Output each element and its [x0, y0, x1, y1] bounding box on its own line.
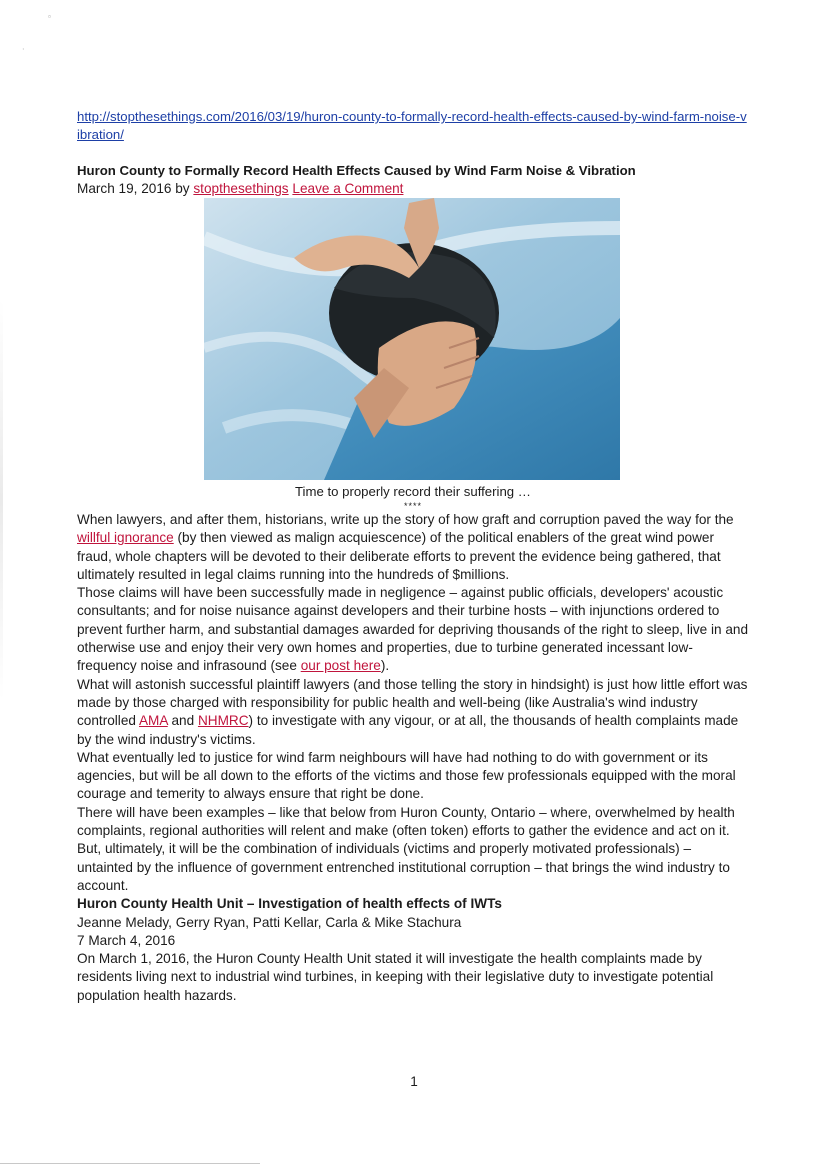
paragraph-4: What eventually led to justice for wind farm neighbours will have had nothing to do with government or its agencies, but will be all down to the efforts of the victims and those few professionals equipped with the moral courage and temerity to always ensure that right be done.	[77, 749, 736, 802]
woman-covering-face-image	[204, 198, 620, 480]
text: ).	[380, 658, 390, 674]
article-byline	[77, 180, 749, 198]
source-url-link[interactable]: http://stopthesethings.com/2016/03/19/huron-county-to-formally-record-health-effects-caused-by-wind-farm-noise-vibration/	[77, 109, 747, 142]
paragraph-3	[77, 676, 749, 749]
byline-date: March 19, 2016 by	[77, 181, 190, 196]
section-title: Huron County Health Unit – Investigation of health effects of IWTs	[77, 896, 502, 912]
section-authors: Jeanne Melady, Gerry Ryan, Patti Kellar, Carla & Mike Stachura	[77, 914, 462, 930]
text: and	[171, 713, 195, 729]
scan-mark: ▫	[48, 12, 51, 21]
paragraph-1	[77, 511, 749, 584]
nhmrc-link[interactable]: NHMRC	[197, 713, 249, 729]
text: When lawyers, and after them, historians, write up the story of how graft and corruption paved the way for the	[77, 512, 734, 527]
willful-ignorance-link[interactable]: willful ignorance	[77, 530, 174, 546]
section-divider-stars: ****	[403, 501, 422, 511]
paragraph-5: There will have been examples – like that below from Huron County, Ontario – where, overwhelmed by health complaints, regional authorities will relent and make (often token) efforts to gather the evidence and act on it. But, ultimately, it will be the combination of individuals (victims and properly motivated professionals) – untainted by the influence of government entrenched institutional corruption – that brings the wind industry to account.	[77, 804, 735, 893]
scan-mark: ⸒	[22, 41, 25, 50]
our-post-here-link[interactable]: our post here	[300, 658, 381, 674]
text: ) to investigate with any vigour, or at all, the thousands of health complaints made by the wind industry's victims.	[77, 713, 739, 747]
article-photo	[204, 198, 620, 480]
text: (by then viewed as malign acquiescence) of the political enablers of the great wind power fraud, whole chapters will be devoted to their deliberate efforts to prevent the evidence being gathered, that ultimately resulted in legal claims running into the hundreds of $millions.	[77, 530, 721, 582]
scan-edge	[0, 300, 3, 700]
footer-rule	[0, 1163, 260, 1164]
document-page	[77, 108, 749, 1005]
author-link[interactable]: stopthesethings	[193, 181, 289, 196]
text: Those claims will have been successfully made in negligence – against public officials, developers' acoustic consultants; and for noise nuisance against developers and their turbine hosts – with injunctions ordered to prevent further harm, and substantial damages awarded for depriving thousands of the right to sleep, live in and otherwise use and enjoy their very own homes and properties, due to turbine generated incessant low-frequency noise and infrasound (see	[77, 585, 749, 674]
text: What will astonish successful plaintiff lawyers (and those telling the story in hindsight) is just how little effort was made by those charged with responsibility for public health and well-being (like Australia's wind industry controlled	[77, 676, 748, 729]
leave-comment-link[interactable]: Leave a Comment	[292, 181, 404, 196]
photo-caption: Time to properly record their suffering …	[294, 484, 531, 499]
article-headline: Huron County to Formally Record Health Effects Caused by Wind Farm Noise & Vibration	[77, 163, 636, 178]
ama-link[interactable]: AMA	[138, 713, 168, 729]
section-body: On March 1, 2016, the Huron County Health Unit stated it will investigate the health complaints made by residents living next to industrial wind turbines, in keeping with their legislative duty to investigate potential population health hazards.	[77, 951, 714, 1003]
section-date: 7 March 4, 2016	[77, 932, 176, 948]
paragraph-2	[77, 584, 749, 675]
page-number: 1	[410, 1074, 418, 1089]
